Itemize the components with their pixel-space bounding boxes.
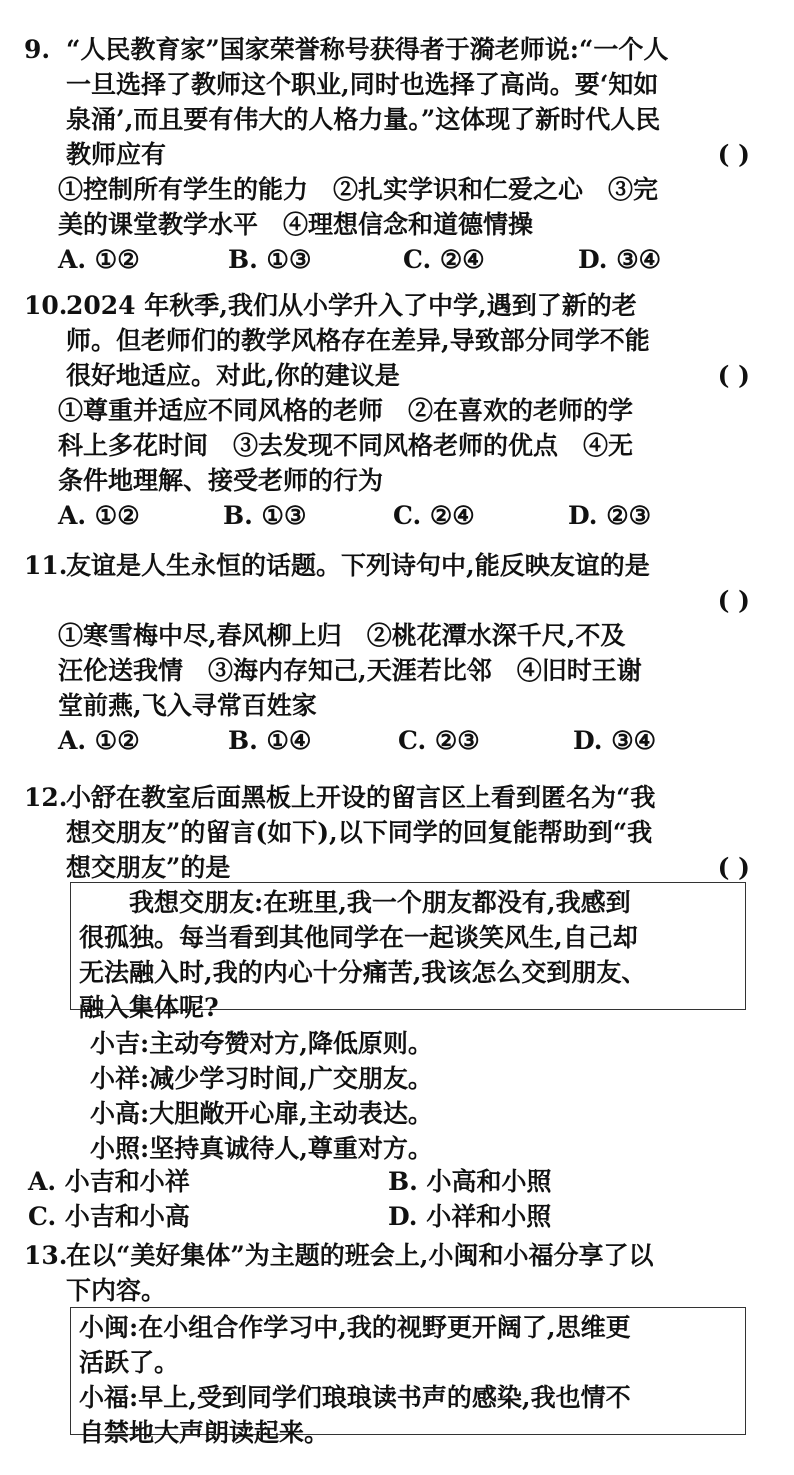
stem-line: 在以“美好集体”为主题的班会上,小闽和小福分享了以	[66, 1241, 654, 1270]
choice-b: B. ①③	[228, 245, 312, 274]
stem-line: 想交朋友”的留言(如下),以下同学的回复能帮助到“我	[66, 818, 653, 847]
stem-line: 想交朋友”的是	[66, 853, 231, 882]
question-number: 10.	[24, 291, 68, 320]
stem-line: 友谊是人生永恒的话题。下列诗句中,能反映友谊的是	[66, 551, 650, 580]
choice-a: A. ①②	[58, 501, 140, 530]
choice-a: A. ①②	[58, 726, 140, 755]
choice-c: C. 小吉和小高	[28, 1202, 190, 1231]
option-line: ①控制所有学生的能力 ②扎实学识和仁爱之心 ③完	[58, 175, 659, 204]
choice-a: A. ①②	[58, 245, 140, 274]
sharing-box	[70, 1307, 746, 1447]
question-stem	[24, 780, 754, 885]
question-number: 11.	[24, 551, 68, 580]
option-line: 汪伦送我情 ③海内存知己,天涯若比邻 ④旧时王谢	[58, 656, 642, 685]
choice-d: D. ②③	[568, 501, 652, 530]
reply-xiaozhao: 小照:坚持真诚待人,尊重对方。	[90, 1134, 433, 1163]
question-stem	[24, 32, 754, 172]
stem-line: 下内容。	[66, 1276, 167, 1305]
answer-choices	[58, 498, 754, 533]
answer-bracket: ( )	[717, 140, 750, 169]
message-line: 很孤独。每当看到其他同学在一起谈笑风生,自己却	[79, 923, 638, 952]
stem-line: 一旦选择了教师这个职业,同时也选择了高尚。要‘知如	[66, 70, 659, 99]
choice-c: C. ②④	[403, 245, 485, 274]
question-stem	[24, 1238, 754, 1308]
question-number: 13.	[24, 1241, 68, 1270]
stem-line: 泉涌’,而且要有伟大的人格力量。”这体现了新时代人民	[66, 105, 661, 134]
choice-a: A. 小吉和小祥	[28, 1167, 190, 1196]
option-line: 条件地理解、接受老师的行为	[58, 466, 384, 495]
answer-choices	[58, 242, 754, 277]
question-stem	[24, 288, 754, 393]
option-statements	[24, 172, 754, 242]
stem-line: 小舒在教室后面黑板上开设的留言区上看到匿名为“我	[66, 783, 656, 812]
question-10	[24, 288, 754, 533]
sharing-line: 小闽:在小组合作学习中,我的视野更开阔了,思维更	[79, 1313, 631, 1342]
sharing-line: 自禁地大声朗读起来。	[79, 1418, 330, 1447]
choice-d: D. ③④	[578, 245, 662, 274]
sharing-line: 小福:早上,受到同学们琅琅读书声的感染,我也情不	[79, 1383, 631, 1412]
reply-xiaoji: 小吉:主动夸赞对方,降低原则。	[90, 1029, 433, 1058]
reply-xiaoxiang: 小祥:减少学习时间,广交朋友。	[90, 1064, 433, 1093]
option-line: 堂前燕,飞入寻常百姓家	[58, 691, 317, 720]
choice-b: B. 小高和小照	[388, 1167, 552, 1196]
answer-bracket: ( )	[717, 853, 750, 882]
question-13	[24, 1238, 754, 1308]
question-stem	[24, 548, 754, 618]
option-line: 美的课堂教学水平 ④理想信念和道德情操	[58, 210, 534, 239]
message-line: 无法融入时,我的内心十分痛苦,我该怎么交到朋友、	[79, 958, 647, 987]
answer-bracket: ( )	[717, 586, 750, 615]
message-box	[70, 882, 746, 1022]
choice-d: D. ③④	[573, 726, 657, 755]
question-12	[24, 780, 754, 885]
option-line: ①寒雪梅中尽,春风柳上归 ②桃花潭水深千尺,不及	[58, 621, 626, 650]
choice-d: D. 小祥和小照	[388, 1202, 552, 1231]
message-line: 我想交朋友:在班里,我一个朋友都没有,我感到	[79, 888, 631, 917]
stem-line: 师。但老师们的教学风格存在差异,导致部分同学不能	[66, 326, 650, 355]
stem-line: “人民教育家”国家荣誉称号获得者于漪老师说:“一个人	[66, 35, 669, 64]
question-9	[24, 32, 754, 277]
choice-b: B. ①④	[228, 726, 312, 755]
choice-b: B. ①③	[223, 501, 307, 530]
stem-line: 教师应有	[66, 140, 167, 169]
choice-c: C. ②③	[398, 726, 480, 755]
option-line: 科上多花时间 ③去发现不同风格老师的优点 ④无	[58, 431, 634, 460]
question-number: 12.	[24, 783, 68, 812]
reply-xiaogao: 小高:大胆敞开心扉,主动表达。	[90, 1099, 433, 1128]
question-number: 9.	[24, 35, 51, 64]
answer-bracket: ( )	[717, 361, 750, 390]
message-line: 融入集体呢?	[79, 993, 219, 1022]
stem-line: 2024 年秋季,我们从小学升入了中学,遇到了新的老	[66, 291, 637, 320]
option-statements	[24, 393, 754, 498]
option-line: ①尊重并适应不同风格的老师 ②在喜欢的老师的学	[58, 396, 634, 425]
answer-choices	[58, 723, 754, 758]
question-11	[24, 548, 754, 758]
option-statements	[24, 618, 754, 723]
stem-line: 很好地适应。对此,你的建议是	[66, 361, 400, 390]
choice-c: C. ②④	[393, 501, 475, 530]
sharing-line: 活跃了。	[79, 1348, 180, 1377]
